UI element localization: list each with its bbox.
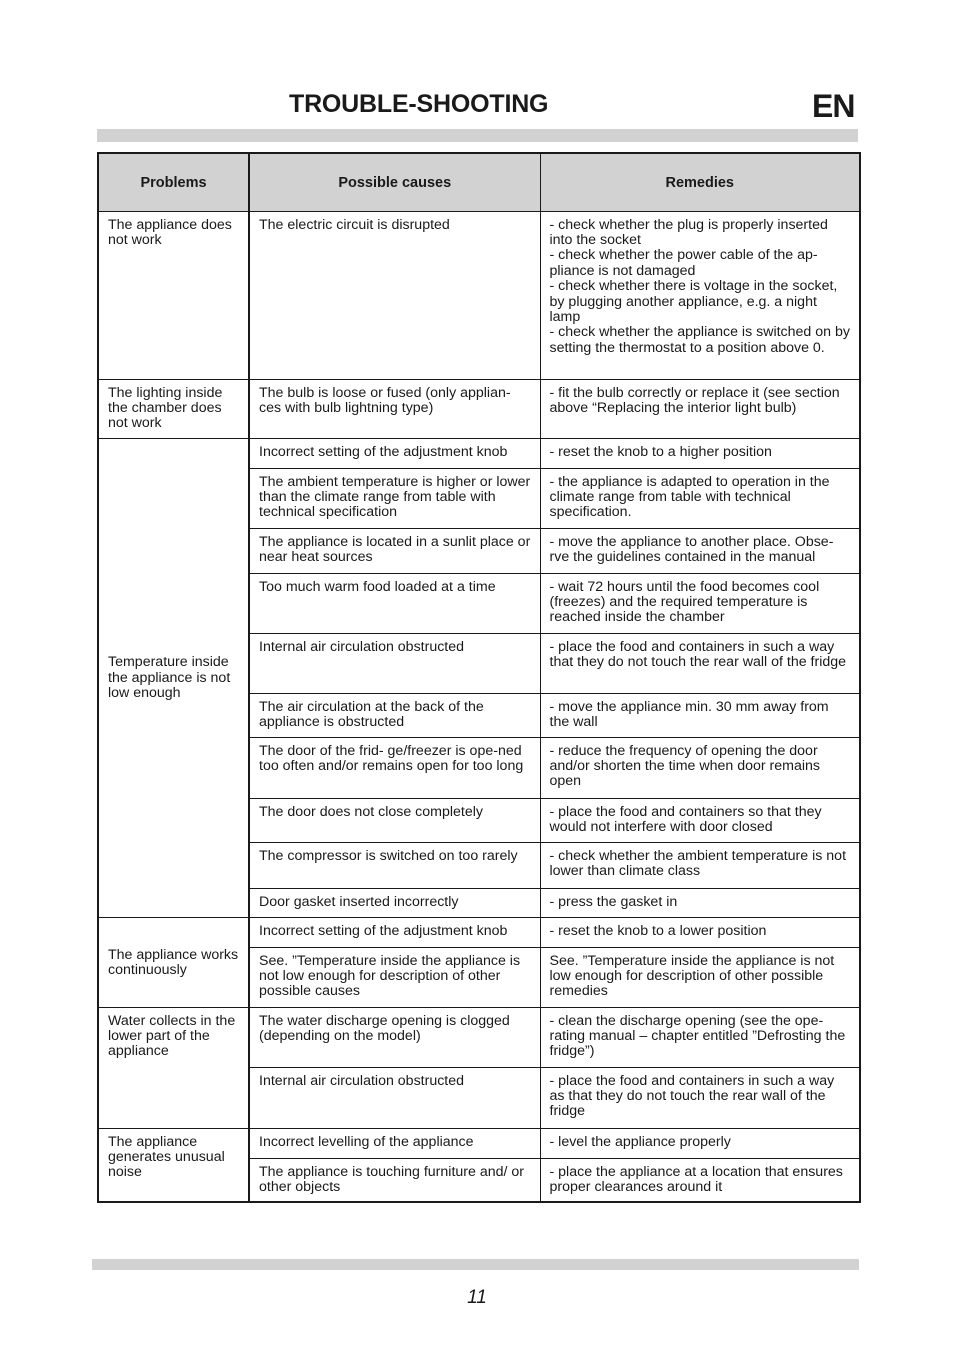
header-band	[97, 129, 858, 142]
cause-cell: Internal air circulation obstructed	[249, 1067, 540, 1128]
remedy-cell: - the appliance is adapted to operation in the climate range from table with technical specification.	[540, 468, 860, 528]
cause-cell: Internal air circulation obstructed	[249, 633, 540, 693]
remedy-cell: See. ”Temperature inside the appliance is not low enough for description of other possible remedies	[540, 947, 860, 1007]
problem-cell: The appliance does not work	[98, 211, 249, 379]
table-header-row	[98, 153, 860, 211]
remedy-cell: - check whether the plug is properly inserted into the socket - check whether the power cable of the ap-pliance is not damaged - check whether there is voltage in the socket, by plugging another appliance, e.g. a night lamp - check whether the appliance is switched on by setting the thermostat to a position above 0.	[540, 211, 860, 379]
cause-cell: The compressor is switched on too rarely	[249, 842, 540, 888]
cause-cell: Incorrect setting of the adjustment knob	[249, 917, 540, 947]
remedy-cell: - move the appliance min. 30 mm away from the wall	[540, 693, 860, 737]
cause-cell: The appliance is located in a sunlit place or near heat sources	[249, 528, 540, 573]
remedy-cell: - check whether the ambient temperature is not lower than climate class	[540, 842, 860, 888]
problem-cell: Temperature inside the appliance is not low enough	[98, 438, 249, 917]
footer-band	[92, 1259, 859, 1270]
cause-cell: Incorrect setting of the adjustment knob	[249, 438, 540, 468]
cause-cell: The door does not close completely	[249, 798, 540, 842]
remedy-cell: - wait 72 hours until the food becomes cool (freezes) and the required temperature is reached inside the chamber	[540, 573, 860, 633]
cause-cell: The air circulation at the back of the appliance is obstructed	[249, 693, 540, 737]
problem-cell: Water collects in the lower part of the appliance	[98, 1007, 249, 1128]
remedy-cell: - place the appliance at a location that ensures proper clearances around it	[540, 1158, 860, 1202]
remedy-cell: - press the gasket in	[540, 888, 860, 917]
remedy-cell: - reset the knob to a lower position	[540, 917, 860, 947]
remedy-cell: - place the food and containers in such a way as that they do not touch the rear wall of the fridge	[540, 1067, 860, 1128]
problem-cell: The appliance generates unusual noise	[98, 1128, 249, 1202]
table-row	[98, 438, 860, 468]
remedy-cell: - clean the discharge opening (see the ope-rating manual – chapter entitled ”Defrosting the fridge”)	[540, 1007, 860, 1067]
cause-cell: Door gasket inserted incorrectly	[249, 888, 540, 917]
cause-cell: Incorrect levelling of the appliance	[249, 1128, 540, 1158]
table-row	[98, 1007, 860, 1067]
header-causes: Possible causes	[249, 153, 540, 211]
table-row	[98, 1128, 860, 1158]
page-title: TROUBLE-SHOOTING	[289, 90, 549, 118]
cause-cell: The ambient temperature is higher or lower than the climate range from table with technical specification	[249, 468, 540, 528]
cause-cell: The door of the frid- ge/freezer is ope-ned too often and/or remains open for too long	[249, 737, 540, 798]
remedy-cell: - place the food and containers in such a way that they do not touch the rear wall of the fridge	[540, 633, 860, 693]
page-number: 11	[467, 1287, 487, 1308]
remedy-cell: - place the food and containers so that they would not interfere with door closed	[540, 798, 860, 842]
remedy-cell: - level the appliance properly	[540, 1128, 860, 1158]
cause-cell: Too much warm food loaded at a time	[249, 573, 540, 633]
remedy-cell: - move the appliance to another place. Obse-rve the guidelines contained in the manual	[540, 528, 860, 573]
cause-cell: The bulb is loose or fused (only applian-ces with bulb lightning type)	[249, 379, 540, 438]
cause-cell: The electric circuit is disrupted	[249, 211, 540, 379]
remedy-cell: - fit the bulb correctly or replace it (see section above “Replacing the interior light bulb)	[540, 379, 860, 438]
language-code: EN	[812, 88, 855, 124]
header-remedies: Remedies	[540, 153, 860, 211]
cause-cell: The appliance is touching furniture and/ or other objects	[249, 1158, 540, 1202]
table-row	[98, 917, 860, 947]
problem-cell: The lighting inside the chamber does not work	[98, 379, 249, 438]
table-row	[98, 379, 860, 438]
table-row	[98, 211, 860, 379]
cause-cell: The water discharge opening is clogged (depending on the model)	[249, 1007, 540, 1067]
header-problems: Problems	[98, 153, 249, 211]
cause-cell: See. ”Temperature inside the appliance is not low enough for description of other possible causes	[249, 947, 540, 1007]
troubleshooting-table	[97, 152, 861, 1203]
remedy-cell: - reduce the frequency of opening the door and/or shorten the time when door remains open	[540, 737, 860, 798]
problem-cell: The appliance works continuously	[98, 917, 249, 1007]
remedy-cell: - reset the knob to a higher position	[540, 438, 860, 468]
